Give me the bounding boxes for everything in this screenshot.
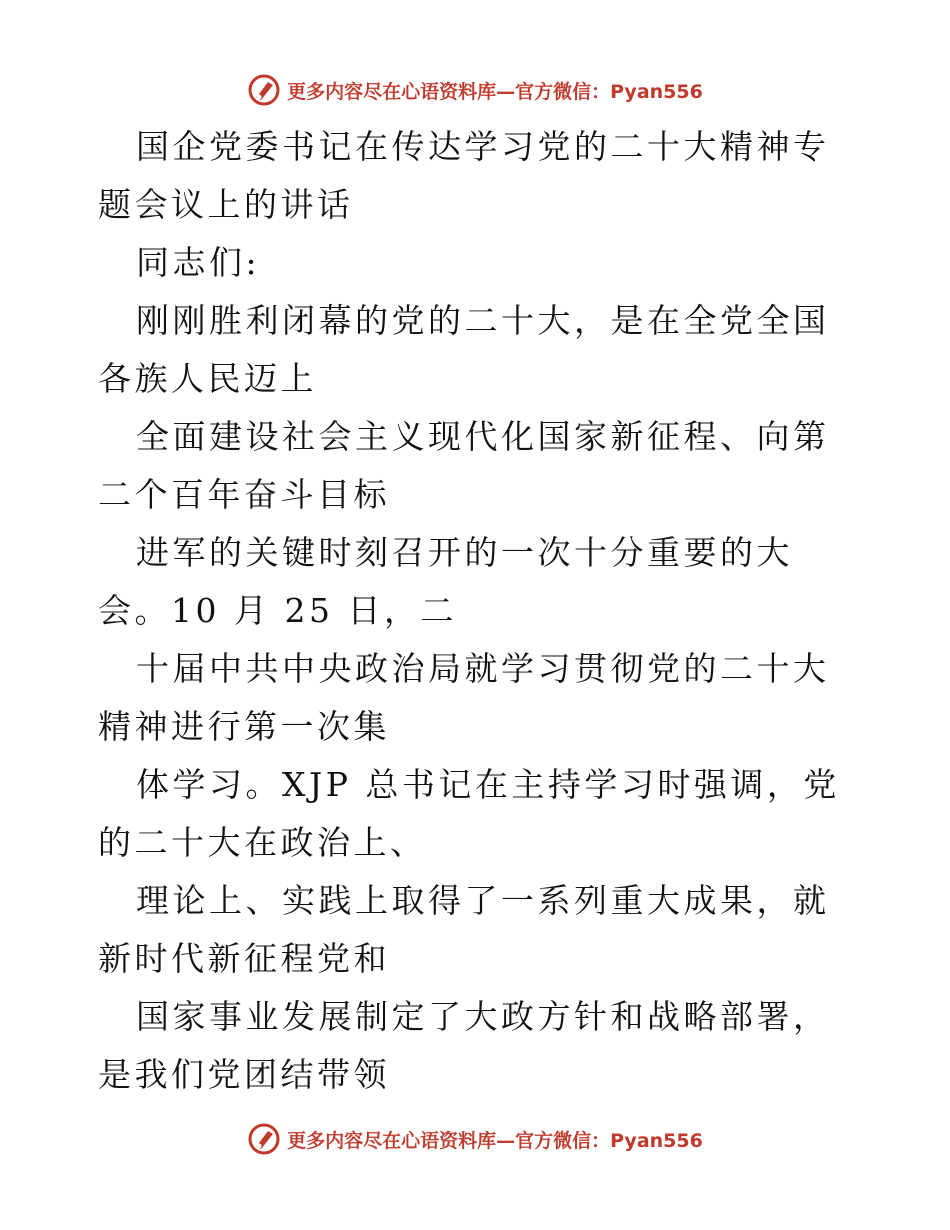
watermark-text: 更多内容尽在心语资料库—官方微信：Pyan556 (287, 1129, 703, 1152)
pen-nib-logo-icon (247, 1122, 281, 1156)
paragraph-line: 刚刚胜利闭幕的党的二十大，是在全党全国各族人民迈上 (98, 301, 830, 398)
salutation: 同志们: (136, 243, 261, 282)
header-watermark-banner (0, 70, 950, 110)
pen-nib-logo-icon (247, 73, 281, 107)
footer-watermark-banner (0, 1119, 950, 1159)
watermark-text: 更多内容尽在心语资料库—官方微信：Pyan556 (287, 80, 703, 103)
paragraph-line: 理论上、实践上取得了一系列重大成果，就新时代新征程党和 (98, 881, 830, 978)
paragraph-line: 体学习。XJP 总书记在主持学习时强调，党的二十大在政治上、 (98, 765, 840, 862)
paragraph-line: 十届中共中央政治局就学习贯彻党的二十大精神进行第一次集 (98, 649, 830, 746)
document-body (98, 118, 858, 1104)
document-title: 国企党委书记在传达学习党的二十大精神专题会议上的讲话 (98, 127, 830, 224)
paragraph-line: 进军的关键时刻召开的一次十分重要的大会。10 月 25 日，二 (98, 533, 793, 630)
paragraph-line: 全面建设社会主义现代化国家新征程、向第二个百年奋斗目标 (98, 417, 830, 514)
paragraph-line: 国家事业发展制定了大政方针和战略部署，是我们党团结带领 (98, 997, 830, 1094)
